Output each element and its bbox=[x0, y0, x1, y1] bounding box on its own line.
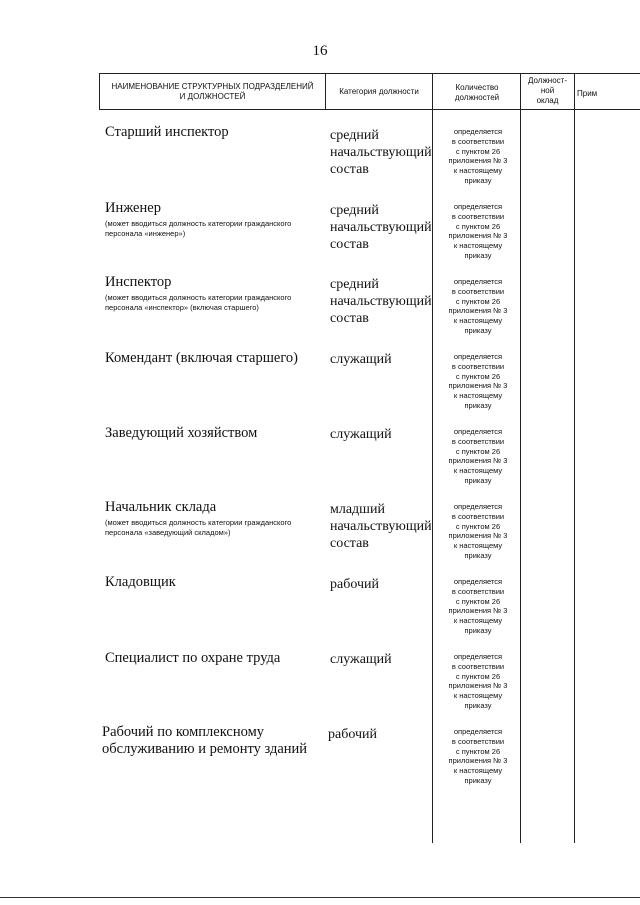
scan-edge-line bbox=[0, 897, 640, 898]
position-quantity: определяется в соответствии с пунктом 26 приложения № 3 к настоящему приказу bbox=[448, 352, 508, 410]
position-name: Специалист по охране труда bbox=[105, 650, 281, 666]
position-name: Комендант (включая старшего) bbox=[105, 350, 298, 366]
position-name: Начальник склада bbox=[105, 499, 217, 515]
header-category: Категория должности bbox=[339, 87, 419, 96]
position-name: Рабочий по комплексному обслуживанию и ремонту зданий bbox=[102, 724, 308, 757]
position-note: (может вводиться должность категории гражданского персонала «инспектор» (включая старшего) bbox=[105, 293, 292, 312]
position-note: (может вводиться должность категории гражданского персонала «заведующий складом») bbox=[105, 518, 292, 537]
position-name-cell bbox=[105, 350, 327, 367]
header-quantity: Количество должностей bbox=[454, 83, 500, 102]
position-quantity: определяется в соответствии с пунктом 26 приложения № 3 к настоящему приказу bbox=[448, 277, 508, 335]
column-divider bbox=[574, 73, 575, 843]
position-name: Старший инспектор bbox=[105, 124, 229, 140]
position-name: Заведующий хозяйством bbox=[105, 425, 258, 441]
position-name-cell bbox=[105, 200, 327, 239]
header-note: Прим bbox=[577, 89, 598, 98]
position-quantity: определяется в соответствии с пунктом 26 приложения № 3 к настоящему приказу bbox=[448, 577, 508, 635]
position-category: рабочий bbox=[330, 577, 379, 592]
position-quantity: определяется в соответствии с пунктом 26 приложения № 3 к настоящему приказу bbox=[448, 202, 508, 260]
position-name: Инспектор bbox=[105, 274, 172, 290]
position-name-cell bbox=[105, 650, 327, 667]
position-name: Инженер bbox=[105, 200, 161, 216]
page-number: 16 bbox=[312, 43, 328, 59]
position-quantity: определяется в соответствии с пунктом 26 приложения № 3 к настоящему приказу bbox=[448, 652, 508, 710]
position-quantity: определяется в соответствии с пунктом 26 приложения № 3 к настоящему приказу bbox=[448, 727, 508, 785]
table-header-bottom-border bbox=[99, 109, 640, 110]
column-divider bbox=[325, 73, 326, 110]
position-name-cell bbox=[105, 499, 327, 538]
position-category: служащий bbox=[330, 652, 392, 667]
header-name: НАИМЕНОВАНИЕ СТРУКТУРНЫХ ПОДРАЗДЕЛЕНИЙ И ДОЛЖНОСТЕЙ bbox=[111, 82, 314, 101]
column-divider bbox=[99, 73, 100, 110]
position-category: младший начальствующий состав bbox=[330, 502, 432, 551]
position-quantity: определяется в соответствии с пунктом 26 приложения № 3 к настоящему приказу bbox=[448, 127, 508, 185]
position-note: (может вводиться должность категории гражданского персонала «инженер») bbox=[105, 219, 292, 238]
column-divider bbox=[520, 73, 521, 843]
position-category: средний начальствующий состав bbox=[330, 277, 432, 326]
position-name-cell bbox=[105, 574, 327, 591]
position-category: служащий bbox=[330, 352, 392, 367]
table-top-border bbox=[99, 73, 640, 74]
header-salary: Должност- ной оклад bbox=[528, 76, 567, 105]
position-name-cell bbox=[102, 724, 327, 758]
position-quantity: определяется в соответствии с пунктом 26 приложения № 3 к настоящему приказу bbox=[448, 502, 508, 560]
position-quantity: определяется в соответствии с пунктом 26 приложения № 3 к настоящему приказу bbox=[448, 427, 508, 485]
position-category: средний начальствующий состав bbox=[330, 203, 432, 252]
position-name-cell bbox=[105, 124, 327, 141]
position-name-cell bbox=[105, 425, 327, 442]
position-category: средний начальствующий состав bbox=[330, 128, 432, 177]
position-category: служащий bbox=[330, 427, 392, 442]
position-category: рабочий bbox=[328, 727, 377, 742]
position-name-cell bbox=[105, 274, 327, 313]
position-name: Кладовщик bbox=[105, 574, 176, 590]
